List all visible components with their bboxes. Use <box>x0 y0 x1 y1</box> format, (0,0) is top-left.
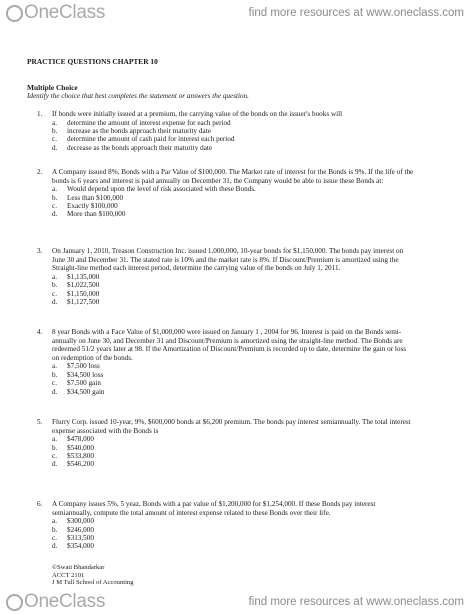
option-c <box>52 202 432 210</box>
oneclass-logo-icon <box>6 594 23 611</box>
answer-options <box>52 185 432 219</box>
option-text: determine the amount of cash paid for interest each period <box>67 135 235 144</box>
school-name: J M Tull School of Accounting <box>52 579 134 587</box>
option-text: determine the amount of interest expense for each period <box>67 118 231 127</box>
option-letter: d. <box>52 143 58 152</box>
option-letter: c. <box>52 135 57 144</box>
option-a <box>52 362 432 370</box>
logo-text: OneClass <box>24 2 106 23</box>
question-number: 5. <box>37 418 43 426</box>
question-line: on redemption of the bonds. <box>52 353 133 362</box>
option-letter: b. <box>52 193 58 202</box>
answer-options <box>52 435 432 469</box>
option-c <box>52 452 432 460</box>
option-letter: d. <box>52 460 58 469</box>
question-line: Straight-line method each interest period, determine the carrying value of the bonds on July 1, 2011. <box>52 264 341 273</box>
option-a <box>52 517 432 525</box>
question-line: expense associated with the Bonds is <box>52 426 159 435</box>
option-text: More than $100,000 <box>67 210 126 219</box>
option-text: $313,500 <box>67 534 94 542</box>
answer-options <box>52 273 432 307</box>
option-c <box>52 534 432 542</box>
question-line: June 30 and December 31. The stated rate is 10% and the market rate is 8%. If Discount/Premium is amortized using the <box>52 255 399 264</box>
option-text: $1,022,500 <box>67 281 100 290</box>
oneclass-logo[interactable] <box>6 591 105 613</box>
option-d <box>52 388 432 396</box>
option-text: $34,500 loss <box>67 370 104 379</box>
question-text <box>52 110 460 119</box>
answer-options <box>52 119 432 153</box>
question-line: A Company issues 5%, 5 yeaz, Bonds with a par value of $1,200,000 for $1,254,000. If these Bonds pay interest <box>52 500 376 508</box>
option-text: Would depend upon the level of risk associated with these Bonds. <box>67 185 256 194</box>
option-letter: d. <box>52 298 58 307</box>
option-letter: b. <box>52 127 58 135</box>
option-text: $7,500 loss <box>67 362 100 371</box>
option-b <box>52 127 432 135</box>
option-letter: a. <box>52 362 57 371</box>
question-line: annually on June 30, and December 31 and Discount/Premium is amortized using the straight-line method. The Bonds are <box>52 336 403 345</box>
question-text <box>52 500 460 517</box>
resources-link[interactable]: find more resources at www.oneclass.com <box>248 7 464 19</box>
option-letter: c. <box>52 452 57 460</box>
option-a <box>52 435 432 443</box>
option-d <box>52 210 432 218</box>
option-letter: d. <box>52 387 58 396</box>
option-letter: d. <box>52 210 58 219</box>
option-letter: b. <box>52 525 58 534</box>
question-line: A Company issued 8%, Bonds with a Par Value of $100,000. The Market rate of interest for the Bonds is 9%. If the life of the <box>52 168 414 176</box>
option-letter: a. <box>52 435 57 444</box>
option-letter: b. <box>52 443 58 452</box>
logo-text: OneClass <box>24 591 106 612</box>
option-letter: d. <box>52 542 58 551</box>
question-text <box>52 328 460 362</box>
option-b <box>52 526 432 534</box>
option-letter: b. <box>52 281 58 290</box>
question-line: 8 year Bonds with a Face Value of $1,000,000 were issued on January 1 , 2004 for 96. Interest is paid on the Bonds semi- <box>52 328 402 336</box>
option-b <box>52 371 432 379</box>
option-letter: c. <box>52 379 57 388</box>
option-text: $300,000 <box>67 517 94 526</box>
option-letter: a. <box>52 272 57 281</box>
option-letter: a. <box>52 185 57 194</box>
option-c <box>52 290 432 298</box>
resources-link[interactable]: find more resources at www.oneclass.com <box>248 596 464 608</box>
option-text: $533,800 <box>67 452 94 460</box>
option-text: $1,127,500 <box>67 298 100 307</box>
question-text <box>52 168 460 185</box>
option-letter: c. <box>52 534 57 542</box>
option-a <box>52 119 432 127</box>
option-text: $546,200 <box>67 460 94 469</box>
option-a <box>52 185 432 193</box>
option-text: $1,135,000 <box>67 272 100 281</box>
question-line: bonds is 6 years and interest is paid annually on December 31, the Company would be able to issue these Bonds at: <box>52 176 384 185</box>
question-line: If bonds were initially issued at a premium, the carrying value of the bonds on the issuer's books will <box>52 110 343 118</box>
option-letter: a. <box>52 517 57 526</box>
option-b <box>52 194 432 202</box>
question-line: On January 1, 2010, Treason Construction Inc. issued 1,000,000, 10-year bonds for $1,150,000. The bonds pay interest on <box>52 247 404 255</box>
page-title: PRACTICE QUESTIONS CHAPTER 10 <box>27 57 158 66</box>
option-letter: a. <box>52 118 57 127</box>
option-d <box>52 298 432 306</box>
answer-options <box>52 517 432 551</box>
option-text: $1,150,000 <box>67 289 100 298</box>
question-line: redeemed 51/2 years later at 98. If the Amortization of Discount/Premium is recorded up to date, determine the gain or loss <box>52 345 407 354</box>
option-text: Exactly $100,000 <box>67 202 118 210</box>
option-text: $478,000 <box>67 435 94 444</box>
option-text: decrease as the bonds approach their maturity date <box>67 143 213 152</box>
option-b <box>52 444 432 452</box>
bottom-banner <box>0 589 474 615</box>
question-number: 2. <box>37 168 43 176</box>
option-letter: c. <box>52 202 57 210</box>
option-d <box>52 144 432 152</box>
option-text: $540,000 <box>67 443 94 452</box>
question-number: 6. <box>37 500 43 508</box>
option-b <box>52 281 432 289</box>
question-text <box>52 247 460 273</box>
copyright-line: ©Swati Bhandarkar <box>52 564 105 571</box>
option-text: $246,000 <box>67 525 94 534</box>
question-number: 1. <box>37 110 43 118</box>
section-title: Multiple Choice <box>27 83 78 92</box>
option-d <box>52 460 432 468</box>
question-text <box>52 418 460 435</box>
option-letter: b. <box>52 370 58 379</box>
option-c <box>52 135 432 143</box>
footer-notes <box>52 564 134 587</box>
question-number: 4. <box>37 328 43 336</box>
option-a <box>52 273 432 281</box>
option-letter: c. <box>52 289 57 298</box>
option-text: Less than $100,000 <box>67 193 124 202</box>
option-d <box>52 542 432 550</box>
course-code: ACCT 2101 <box>52 571 85 579</box>
option-text: $34,500 gain <box>67 387 105 396</box>
instructions: Identify the choice that best completes the statement or answers the question. <box>27 92 249 100</box>
option-c <box>52 379 432 387</box>
question-line: Flurry Corp. issued 10-year, 9%, $600,000 bonds at $6,200 premium. The bonds pay interest semiannually. The total interest <box>52 418 411 426</box>
option-text: $7,500 gain <box>67 379 101 388</box>
answer-options <box>52 362 432 396</box>
option-text: increase as the bonds approach their maturity date <box>67 127 211 135</box>
question-line: semiannually, compute the total amount of interest expense related to these Bonds over their life. <box>52 508 331 517</box>
question-number: 3. <box>37 247 43 255</box>
option-text: $354,000 <box>67 542 94 551</box>
